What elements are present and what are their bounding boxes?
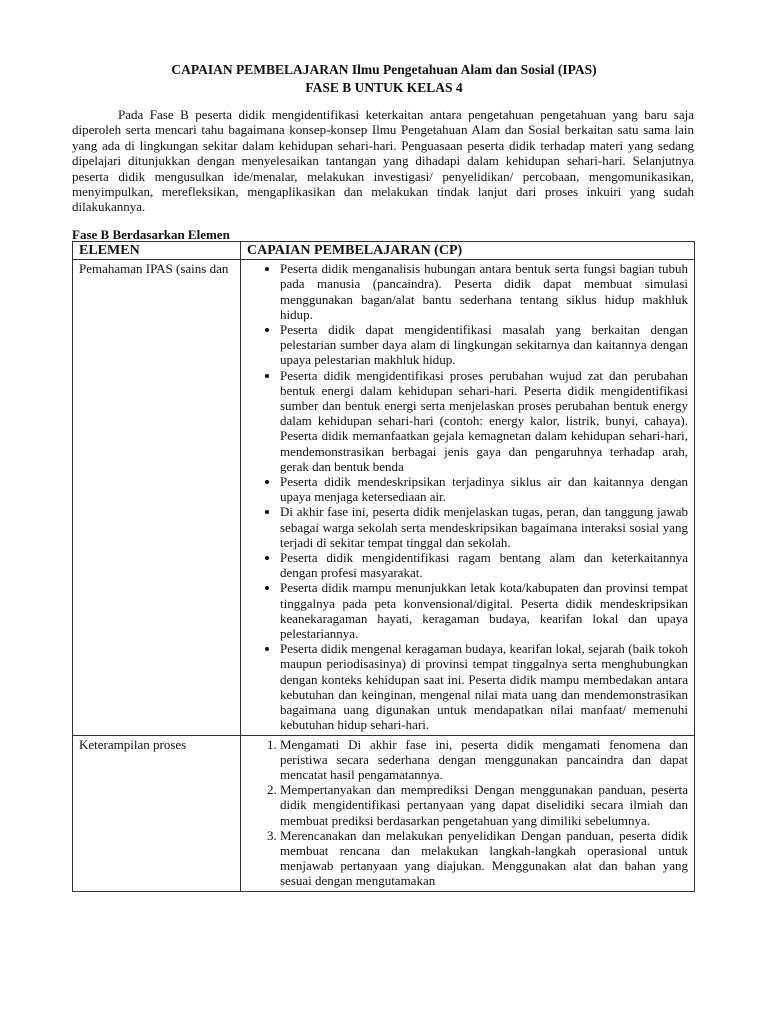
cp-cell [241, 260, 695, 735]
elemen-label: Pemahaman IPAS (sains dan [79, 261, 229, 277]
list-item: • Peserta didik dapat mengidentifikasi masalah yang berkaitan dengan pelestarian sumber daya alam di lingkungan sekitarnya dan kaitannya dengan upaya pelestarian makhluk hidup. [280, 322, 688, 368]
header-cp: CAPAIAN PEMBELAJARAN (CP) [241, 242, 695, 260]
intro-paragraph: Pada Fase B peserta didik mengidentifikasi keterkaitan antara pengetahuan pengetahuan yang baru saja diperoleh serta mencari tahu bagaimana konsep-konsep Ilmu Pengetahuan Alam dan Sosial berkaitan satu sama lain yang ada di lingkungan sekitar dalam kehidupan sehari-hari. Penguasaan peserta didik terhadap materi yang sedang dipelajari ditunjukkan dengan menyelesaikan tantangan yang dihadapi dalam kehidupan sehari-hari. Selanjutnya peserta didik mengusulkan ide/menalar, melakukan investigasi/ penyelidikan/ percobaan, mengomunikasikan, menyimpulkan, merefleksikan, mengaplikasikan dan melakukan tindak lanjut dari proses inkuiri yang sudah dilakukannya. [72, 107, 694, 215]
table-row [73, 260, 695, 735]
header-elemen: ELEMEN [73, 242, 241, 260]
document-subtitle: FASE B UNTUK KELAS 4 [305, 80, 463, 95]
cp-bullet-list [247, 261, 688, 732]
list-item: • Di akhir fase ini, peserta didik menjelaskan tugas, peran, dan tanggung jawab sebagai warga sekolah serta mendeskripsikan bagaimana interaksi sosial yang terjadi di sekitar tempat tinggal dan sekolah. [280, 504, 688, 550]
list-item: • Peserta didik mengenal keragaman budaya, kearifan lokal, sejarah (baik tokoh maupun periodisasinya) di provinsi tempat tinggalnya serta menghubungkan dengan konteks kehidupan saat ini. Peserta didik mampu membedakan antara kebutuhan dan keinginan, mengenal nilai mata uang dan mendemonstrasikan bagaimana uang digunakan untuk mendapatkan nilai manfaat/ memenuhi kebutuhan hidup sehari-hari. [280, 641, 688, 732]
list-item: 1. Mengamati Di akhir fase ini, peserta didik mengamati fenomena dan peristiwa secara sederhana dengan menggunakan pancaindra dan dapat mencatat hasil pengamatannya. [280, 737, 688, 783]
list-item: • Peserta didik mampu menunjukkan letak kota/kabupaten dan provinsi tempat tinggalnya pada peta konvensional/digital. Peserta didik mendeskripsikan keanekaragaman hayati, keragaman budaya, kearifan lokal dan upaya pelestariannya. [280, 580, 688, 641]
document-title: CAPAIAN PEMBELAJARAN Ilmu Pengetahuan Alam dan Sosial (IPAS) [171, 62, 597, 77]
list-item: • Peserta didik mengidentifikasi proses perubahan wujud zat dan perubahan bentuk energi dalam kehidupan sehari-hari. Peserta didik mengidentifikasi sumber dan bentuk energi serta menjelaskan proses perubahan bentuk energy dalam kehidupan sehari-hari (contoh: energy kalor, listrik, bunyi, cahaya). Peserta didik memanfaatkan gejala kemagnetan dalam kehidupan sehari-hari, mendemonstrasikan berbagai jenis gaya dan pengaruhnya terhadap arah, gerak dan bentuk benda [280, 368, 688, 474]
cp-numbered-list [247, 737, 688, 889]
table-row [73, 735, 695, 891]
list-item: • Peserta didik mendeskripsikan terjadinya siklus air dan kaitannya dengan upaya menjaga ketersediaan air. [280, 474, 688, 504]
table-header-row [73, 242, 695, 260]
elemen-label: Keterampilan proses [79, 736, 187, 752]
cp-cell [241, 735, 695, 891]
elemen-cell [73, 735, 241, 891]
list-item: • Peserta didik mengidentifikasi ragam bentang alam dan keterkaitannya dengan profesi masyarakat. [280, 550, 688, 580]
cp-table [72, 241, 695, 892]
list-item: 3. Merencanakan dan melakukan penyelidikan Dengan panduan, peserta didik membuat rencana dan melakukan langkah-langkah operasional untuk menjawab pertanyaan yang diajukan. Menggunakan alat dan bahan yang sesuai dengan mengutamakan [280, 828, 688, 889]
list-item: 2. Mempertanyakan dan memprediksi Dengan menggunakan panduan, peserta didik mengidentifikasi pertanyaan yang dapat diselidiki secara ilmiah dan membuat prediksi berdasarkan pengetahuan yang dimiliki sebelumnya. [280, 782, 688, 828]
elemen-cell [73, 260, 241, 735]
list-item: • Peserta didik menganalisis hubungan antara bentuk serta fungsi bagian tubuh pada manusia (pancaindra). Peserta didik dapat membuat simulasi menggunakan bagan/alat bantu sederhana tentang siklus hidup makhluk hidup. [280, 261, 688, 322]
section-title: Fase B Berdasarkan Elemen [72, 227, 230, 242]
